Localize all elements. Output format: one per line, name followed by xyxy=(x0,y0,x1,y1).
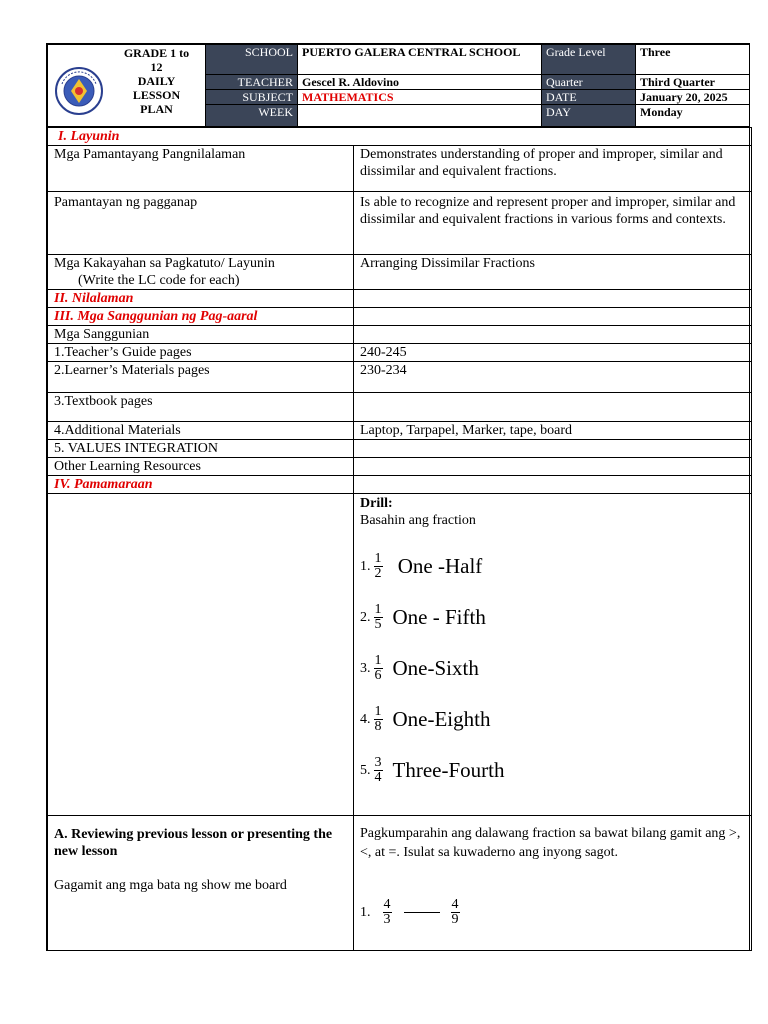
deped-seal-icon xyxy=(54,66,104,116)
title-line: DAILY xyxy=(137,74,176,88)
learners-materials-value: 230-234 xyxy=(354,362,752,393)
subject-value: MATHEMATICS xyxy=(298,90,542,105)
teachers-guide-value: 240-245 xyxy=(354,344,752,362)
other-resources-label: Other Learning Resources xyxy=(48,458,354,476)
week-label: WEEK xyxy=(206,105,298,127)
title-line: PLAN xyxy=(140,102,173,116)
drill-instruction: Basahin ang fraction xyxy=(360,513,476,528)
day-label: DAY xyxy=(542,105,636,127)
drill-fraction xyxy=(374,552,383,581)
day-value: Monday xyxy=(636,105,750,127)
kakayahan-label-line1: Mga Kakayahan sa Pagkatuto/ Layunin xyxy=(54,256,275,271)
review-title: A. Reviewing previous lesson or presenting the new lesson xyxy=(54,827,333,859)
answer-blank xyxy=(404,912,440,913)
title-line: LESSON xyxy=(132,88,181,102)
section-sanggunian: III. Mga Sanggunian ng Pag-aaral xyxy=(48,308,354,326)
drill-item-number: 2. xyxy=(360,610,371,625)
pangnilalaman-value: Demonstrates understanding of proper and improper, similar and dissimilar and equivalent fractions. xyxy=(354,146,752,192)
textbook-label: 3.Textbook pages xyxy=(48,393,354,422)
drill-item xyxy=(360,643,745,694)
drill-fraction xyxy=(374,705,383,734)
quarter-value: Third Quarter xyxy=(636,75,750,90)
empty-cell xyxy=(48,494,354,816)
review-instruction: Pagkumparahin ang dalawang fraction sa bawat bilang gamit ang >,<, at =. Isulat sa kuwaderno ang inyong sagot. xyxy=(360,826,741,860)
denominator: 3 xyxy=(383,912,391,927)
drill-item-number: 1. xyxy=(360,559,371,574)
numerator: 4 xyxy=(383,897,391,912)
numerator: 1 xyxy=(374,551,382,566)
drill-item-number: 4. xyxy=(360,712,371,727)
review-cell xyxy=(48,816,354,951)
section-pamamaraan: IV. Pamamaraan xyxy=(48,476,354,494)
week-value xyxy=(298,105,542,127)
teachers-guide-label: 1.Teacher’s Guide pages xyxy=(48,344,354,362)
drill-item xyxy=(360,541,745,592)
textbook-value xyxy=(354,393,752,422)
denominator: 9 xyxy=(451,912,459,927)
review-note: Gagamit ang mga bata ng show me board xyxy=(54,878,287,893)
subject-label: SUBJECT xyxy=(206,90,298,105)
drill-item xyxy=(360,592,745,643)
drill-fraction xyxy=(374,603,383,632)
mga-sanggunian-label: Mga Sanggunian xyxy=(48,326,354,344)
left-fraction xyxy=(383,898,392,927)
pagganap-label: Pamantayan ng pagganap xyxy=(48,192,354,255)
drill-list xyxy=(360,541,745,796)
review-content xyxy=(354,816,752,951)
pangnilalaman-label: Mga Pamantayang Pangnilalaman xyxy=(48,146,354,192)
kakayahan-label xyxy=(48,255,354,290)
header-table xyxy=(47,44,750,127)
school-label: SCHOOL xyxy=(206,45,298,75)
empty-cell xyxy=(354,290,752,308)
header-title xyxy=(108,46,205,116)
values-integration-value xyxy=(354,440,752,458)
values-integration-label: 5. VALUES INTEGRATION xyxy=(48,440,354,458)
title-line: GRADE 1 to xyxy=(123,46,190,60)
drill-fraction-word: Three-Fourth xyxy=(392,758,505,782)
additional-materials-value: Laptop, Tarpapel, Marker, tape, board xyxy=(354,422,752,440)
drill-fraction xyxy=(374,756,383,785)
grade-level-value: Three xyxy=(636,45,750,75)
drill-fraction-word: One - Fifth xyxy=(392,605,486,629)
numerator: 4 xyxy=(451,897,459,912)
lesson-body-table xyxy=(47,127,752,951)
learners-materials-label: 2.Learner’s Materials pages xyxy=(48,362,354,393)
section-nilalaman: II. Nilalaman xyxy=(48,290,354,308)
denominator: 8 xyxy=(374,719,382,734)
title-line: 12 xyxy=(150,60,163,74)
additional-materials-label: 4.Additional Materials xyxy=(48,422,354,440)
comparison-number: 1. xyxy=(360,905,371,920)
denominator: 2 xyxy=(374,566,382,581)
drill-fraction-word: One-Sixth xyxy=(392,656,479,680)
drill-fraction-word: One -Half xyxy=(392,554,483,578)
date-label: DATE xyxy=(542,90,636,105)
empty-cell xyxy=(354,326,752,344)
numerator: 1 xyxy=(374,653,382,668)
numerator: 3 xyxy=(374,755,382,770)
date-value: January 20, 2025 xyxy=(636,90,750,105)
drill-cell xyxy=(354,494,752,816)
empty-cell xyxy=(354,476,752,494)
teacher-value: Gescel R. Aldovino xyxy=(298,75,542,90)
empty-cell xyxy=(354,308,752,326)
drill-fraction xyxy=(374,654,383,683)
pagganap-value: Is able to recognize and represent proper and improper, similar and dissimilar and equivalent fractions in various forms and contexts. xyxy=(354,192,752,255)
drill-heading: Drill: xyxy=(360,496,393,511)
drill-item xyxy=(360,694,745,745)
numerator: 1 xyxy=(374,602,382,617)
comparison-item xyxy=(360,898,745,927)
denominator: 4 xyxy=(374,770,382,785)
school-value: PUERTO GALERA CENTRAL SCHOOL xyxy=(298,45,542,75)
right-fraction xyxy=(451,898,460,927)
drill-item-number: 3. xyxy=(360,661,371,676)
denominator: 5 xyxy=(374,617,382,632)
drill-fraction-word: One-Eighth xyxy=(392,707,491,731)
header-logo-title xyxy=(48,45,206,127)
grade-level-label: Grade Level xyxy=(542,45,636,75)
drill-item-number: 5. xyxy=(360,763,371,778)
quarter-label: Quarter xyxy=(542,75,636,90)
teacher-label: TEACHER xyxy=(206,75,298,90)
denominator: 6 xyxy=(374,668,382,683)
other-resources-value xyxy=(354,458,752,476)
kakayahan-label-line2: (Write the LC code for each) xyxy=(78,273,240,288)
section-layunin: I. Layunin xyxy=(48,128,752,146)
lesson-plan-document xyxy=(46,43,750,951)
drill-item xyxy=(360,745,745,796)
numerator: 1 xyxy=(374,704,382,719)
kakayahan-value: Arranging Dissimilar Fractions xyxy=(354,255,752,290)
